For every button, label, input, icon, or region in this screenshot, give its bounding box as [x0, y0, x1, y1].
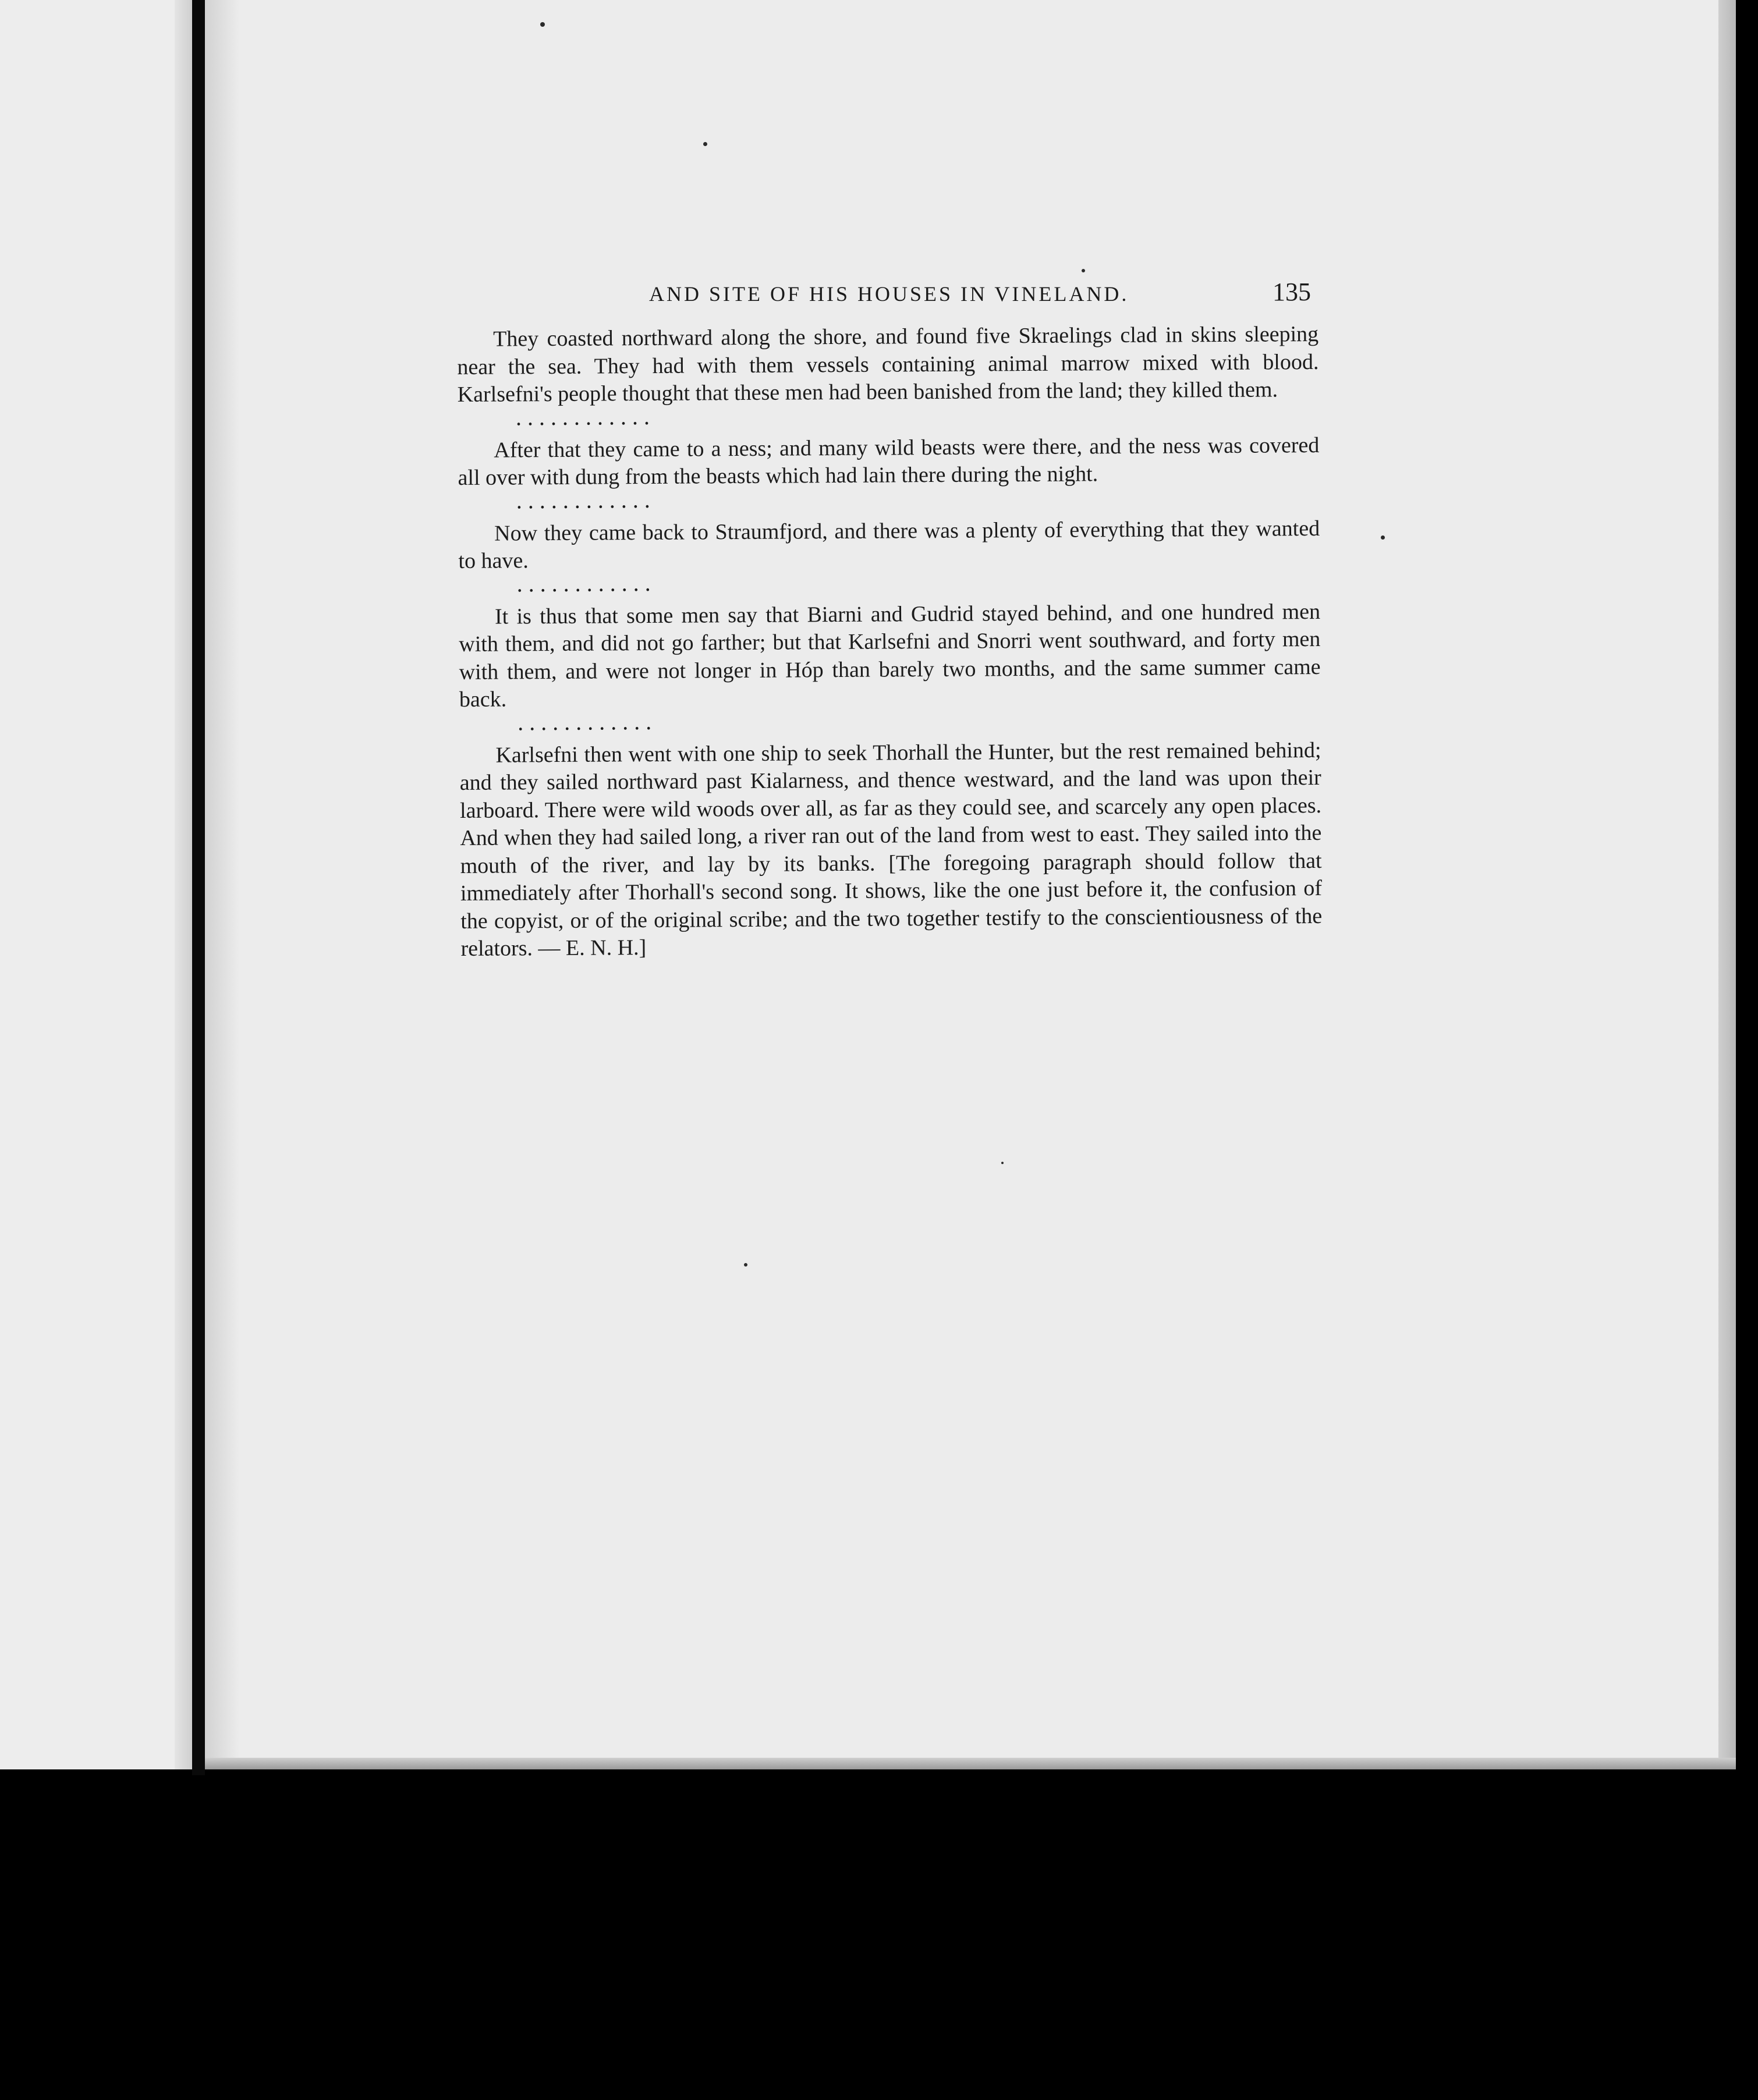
body-text	[457, 321, 1323, 963]
paragraph-4: It is thus that some men say that Biarni and Gudrid stayed behind, and one hundred men with them, and did not go farther; but that Karlsefni and Snorri went southward, and forty men with them, and were not longer in Hóp than barely two months, and the same summer came back.	[459, 599, 1321, 712]
page-number: 135	[1273, 278, 1311, 306]
ellipsis-dots: . . . . . . . . . . . .	[518, 708, 652, 735]
ink-speck	[1082, 269, 1085, 272]
paragraph-1: They coasted northward along the shore, and found five Skraelings clad in skins sleeping near the sea. They had with them vessels containing animal marrow mixed with blood. Karlsefni's people thought that these men had been banished from the land; they killed them.	[457, 321, 1319, 407]
ink-speck	[1381, 535, 1385, 540]
running-head: AND SITE OF HIS HOUSES IN VINELAND.	[649, 282, 1129, 306]
book-gutter	[192, 0, 205, 1775]
page-bottom-edge	[205, 1758, 1736, 1769]
ink-speck	[1001, 1162, 1004, 1164]
facing-page	[0, 0, 192, 1769]
ink-speck	[540, 22, 545, 27]
ink-speck	[744, 1263, 747, 1267]
paragraph-5: Karlsefni then went with one ship to seek Thorhall the Hunter, but the rest remained behind; and they sailed northward past Kialarness, and thence westward, and the land was upon their larboard. There were wild woods over all, as far as they could see, and scarcely any open places. And when they had sailed long, a river ran out of the land from west to east. They sailed into the mouth of the river, and lay by its banks. [The foregoing paragraph should follow that immediately after Thorhall's second song. It shows, like the one just before it, the confusion of the copyist, or of the original scribe; and the two together testify to the conscientiousness of the relators. — E. N. H.]	[459, 737, 1323, 961]
ellipsis-dots: . . . . . . . . . . . .	[516, 569, 651, 597]
paragraph-2: After that they came to a ness; and many wild beasts were there, and the ness was covered all over with dung from the beasts which had lain there during the night.	[458, 432, 1320, 490]
ellipsis-dots: . . . . . . . . . . . .	[516, 486, 650, 513]
ellipsis-dots: . . . . . . . . . . . .	[515, 403, 650, 430]
ink-speck	[703, 142, 707, 146]
facing-page-edge	[175, 0, 192, 1769]
page-fore-edge	[1718, 0, 1736, 1769]
paragraph-3: Now they came back to Straumfjord, and there was a plenty of everything that they wanted to have.	[458, 516, 1320, 573]
page-gutter-shade	[205, 0, 240, 1769]
